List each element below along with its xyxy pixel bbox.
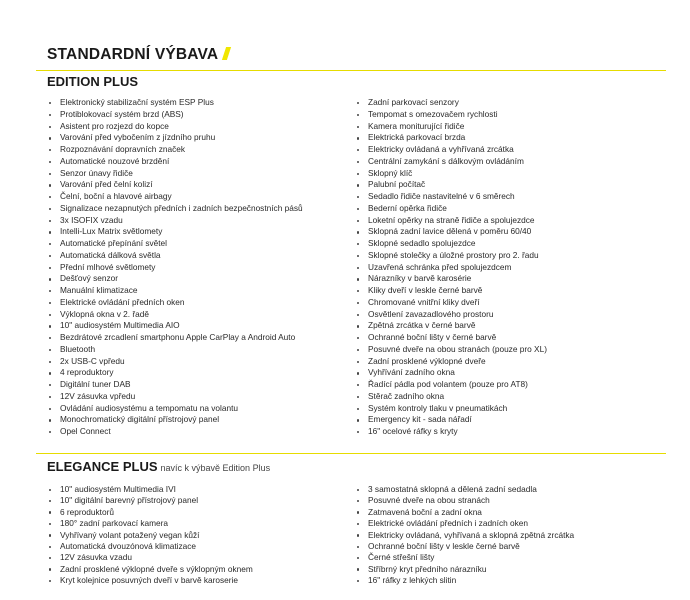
list-item: 6 reproduktorů <box>48 507 253 518</box>
list-item: Výklopná okna v 2. řadě <box>48 309 303 321</box>
list-item: Bluetooth <box>48 344 303 356</box>
list-item: 10" audiosystém Multimedia AIO <box>48 320 303 332</box>
list-item: Uzavřená schránka před spolujezdcem <box>356 262 547 274</box>
list-item: Posuvné dveře na obou stranách (pouze pro XL) <box>356 344 547 356</box>
list-item: Intelli-Lux Matrix světlomety <box>48 226 303 238</box>
list-item: 12V zásuvka vzadu <box>48 552 253 563</box>
elegance-plus-left-list <box>48 484 253 587</box>
list-item: Emergency kit - sada nářadí <box>356 414 547 426</box>
list-item: Dešťový senzor <box>48 273 303 285</box>
list-item: Kamera moniturující řidiče <box>356 121 547 133</box>
list-item: Digitální tuner DAB <box>48 379 303 391</box>
list-item: Ochranné boční lišty v černé barvě <box>356 332 547 344</box>
list-item: Monochromatický digitální přístrojový panel <box>48 414 303 426</box>
list-item: Automatická dálková světla <box>48 250 303 262</box>
list-item: Osvětlení zavazadlového prostoru <box>356 309 547 321</box>
list-item: Kliky dveří v leskle černé barvě <box>356 285 547 297</box>
list-item: Automatická dvouzónová klimatizace <box>48 541 253 552</box>
list-item: 16" ráfky z lehkých slitin <box>356 575 574 586</box>
elegance-plus-right-list <box>356 484 574 587</box>
list-item: Elektrické ovládání předních oken <box>48 297 303 309</box>
list-item: Elektrická parkovací brzda <box>356 132 547 144</box>
list-item: 3x ISOFIX vzadu <box>48 215 303 227</box>
list-item: Ochranné boční lišty v leskle černé barvě <box>356 541 574 552</box>
section-rule-edition-plus <box>36 70 666 71</box>
list-item: Zpětná zrcátka v černé barvě <box>356 320 547 332</box>
elegance-plus-subtitle: navíc k výbavě Edition Plus <box>160 463 271 473</box>
page-title-text: STANDARDNÍ VÝBAVA <box>47 46 219 63</box>
list-item: Sklopný klíč <box>356 168 547 180</box>
list-item: Kryt kolejnice posuvných dveří v barvě karoserie <box>48 575 253 586</box>
list-item: Sklopná zadní lavice dělená v poměru 60/40 <box>356 226 547 238</box>
list-item: Asistent pro rozjezd do kopce <box>48 121 303 133</box>
list-item: Posuvné dveře na obou stranách <box>356 495 574 506</box>
list-item: Bezdrátové zrcadlení smartphonu Apple CarPlay a Android Auto <box>48 332 303 344</box>
list-item: Loketní opěrky na straně řidiče a spolujezdce <box>356 215 547 227</box>
list-item: 10" digitální barevný přístrojový panel <box>48 495 253 506</box>
section-title-edition-plus: EDITION PLUS <box>47 74 139 89</box>
list-item: 10" audiosystém Multimedia IVI <box>48 484 253 495</box>
list-item: Řadící pádla pod volantem (pouze pro AT8) <box>356 379 547 391</box>
list-item: Signalizace nezapnutých předních i zadních bezpečnostních pásů <box>48 203 303 215</box>
list-item: Elektronický stabilizační systém ESP Plus <box>48 97 303 109</box>
list-item: Zadní parkovací senzory <box>356 97 547 109</box>
list-item: Bederní opěrka řidiče <box>356 203 547 215</box>
list-item: Palubní počítač <box>356 179 547 191</box>
list-item: Elektrické ovládání předních i zadních oken <box>356 518 574 529</box>
list-item: Vyhřívaný volant potažený vegan kůží <box>48 530 253 541</box>
list-item: Zadní prosklené výklopné dveře s výklopným oknem <box>48 564 253 575</box>
list-item: Opel Connect <box>48 426 303 438</box>
list-item: Přední mlhové světlomety <box>48 262 303 274</box>
list-item: Centrální zamykání s dálkovým ovládáním <box>356 156 547 168</box>
list-item: 2x USB-C vpředu <box>48 356 303 368</box>
list-item: Černé střešní lišty <box>356 552 574 563</box>
list-item: Rozpoznávání dopravních značek <box>48 144 303 156</box>
list-item: Zadní prosklené výklopné dveře <box>356 356 547 368</box>
list-item: 4 reproduktory <box>48 367 303 379</box>
list-item: Tempomat s omezovačem rychlosti <box>356 109 547 121</box>
edition-plus-left-list <box>48 97 303 438</box>
section-rule-elegance-plus <box>36 453 666 454</box>
list-item: Stěrač zadního okna <box>356 391 547 403</box>
list-item: Varování před vybočením z jízdního pruhu <box>48 132 303 144</box>
list-item: Ovládání audiosystému a tempomatu na volantu <box>48 403 303 415</box>
list-item: Sedadlo řidiče nastavitelné v 6 směrech <box>356 191 547 203</box>
list-item: Nárazníky v barvě karosérie <box>356 273 547 285</box>
list-item: 16" ocelové ráfky s kryty <box>356 426 547 438</box>
list-item: Elektricky ovládaná, vyhřívaná a sklopná zpětná zrcátka <box>356 530 574 541</box>
list-item: Čelní, boční a hlavové airbagy <box>48 191 303 203</box>
list-item: Manuální klimatizace <box>48 285 303 297</box>
list-item: Sklopné stolečky a úložné prostory pro 2. řadu <box>356 250 547 262</box>
list-item: Zatmavená boční a zadní okna <box>356 507 574 518</box>
edition-plus-right-list <box>356 97 547 438</box>
list-item: Elektricky ovládaná a vyhřívaná zrcátka <box>356 144 547 156</box>
accent-slash-icon <box>222 47 231 60</box>
list-item: 12V zásuvka vpředu <box>48 391 303 403</box>
list-item: Systém kontroly tlaku v pneumatikách <box>356 403 547 415</box>
list-item: Stříbrný kryt předního nárazníku <box>356 564 574 575</box>
list-item: Automatické nouzové brzdění <box>48 156 303 168</box>
list-item: Sklopné sedadlo spolujezdce <box>356 238 547 250</box>
list-item: Automatické přepínání světel <box>48 238 303 250</box>
list-item: Vyhřívání zadního okna <box>356 367 547 379</box>
list-item: 3 samostatná sklopná a dělená zadní sedadla <box>356 484 574 495</box>
elegance-plus-title: ELEGANCE PLUS <box>47 459 158 474</box>
list-item: Varování před čelní kolizí <box>48 179 303 191</box>
page-title <box>47 46 229 64</box>
list-item: Senzor únavy řidiče <box>48 168 303 180</box>
section-title-elegance-plus <box>47 459 270 474</box>
list-item: Chromované vnitřní kliky dveří <box>356 297 547 309</box>
list-item: 180° zadní parkovací kamera <box>48 518 253 529</box>
list-item: Protiblokovací systém brzd (ABS) <box>48 109 303 121</box>
